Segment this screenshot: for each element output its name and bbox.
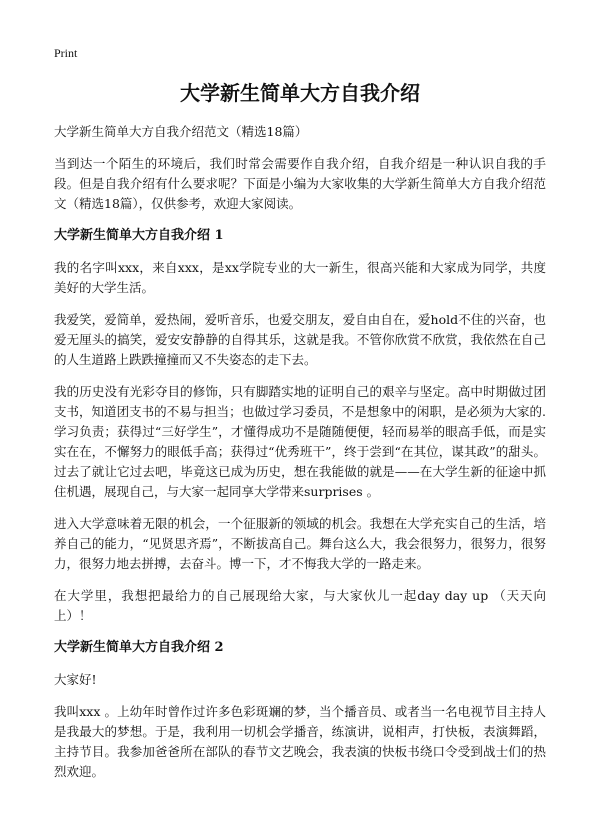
document-title: 大学新生简单大方自我介绍 bbox=[180, 81, 420, 105]
section-heading-2: 大学新生简单大方自我介绍 2 bbox=[54, 640, 224, 655]
section-1-paragraph-1: 我的名字叫xxx，来自xxx，是xx学院专业的大一新生，很高兴能和大家成为同学，共度美好的大学生活。 bbox=[54, 260, 546, 295]
intro-paragraph: 当到达一个陌生的环境后，我们时常会需要作自我介绍，自我介绍是一种认识自我的手段。但是自我介绍有什么要求呢？下面是小编为大家收集的大学新生简单大方自我介绍范文（精选18篇），仅供参考，欢迎大家阅读。 bbox=[54, 156, 546, 211]
section-heading-1: 大学新生简单大方自我介绍 1 bbox=[54, 228, 224, 243]
document-subtitle: 大学新生简单大方自我介绍范文（精选18篇） bbox=[54, 124, 308, 139]
print-label: Print bbox=[54, 46, 78, 60]
section-1-paragraph-5: 在大学里，我想把最给力的自己展现给大家，与大家伙儿一起day day up （天天向上）！ bbox=[54, 588, 546, 623]
section-1-paragraph-2: 我爱笑，爱简单，爱热闹，爱听音乐，也爱交朋友，爱自由自在，爱hold不住的兴奋，也爱无厘头的搞笑，爱安安静静的自得其乐，这就是我。不管你欣赏不欣赏，我依然在自己的人生道路上跌跌撞撞而又不失姿态的走下去。 bbox=[54, 312, 546, 367]
section-1-paragraph-3: 我的历史没有光彩夺目的修饰，只有脚踏实地的证明自己的艰辛与坚定。高中时期做过团支书，知道团支书的不易与担当；也做过学习委员，不是想象中的闲职，是必须为大家的.学习负责；获得过“三好学生”，才懂得成功不是随随便便，轻而易举的眼高手低，而是实实在在，不懈努力的眼低手高；获得过“优秀班干”，终于尝到“在其位，谋其政”的甜头。过去了就让它过去吧，毕竟这已成为历史，想在我能做的就是——在大学生新的征途中抓住机遇，展现自己，与大家一起同享大学带来surprises 。 bbox=[54, 384, 546, 499]
section-2-paragraph-1: 大家好! bbox=[54, 672, 97, 687]
section-1-paragraph-4: 进入大学意味着无限的机会，一个征服新的领域的机会。我想在大学充实自己的生活，培养自己的能力，“见贤思齐焉”，不断拔高自己。舞台这么大，我会很努力，很努力，很努力，很努力地去拼搏，去奋斗。博一下，才不悔我大学的一路走来。 bbox=[54, 516, 546, 571]
section-2-paragraph-2: 我叫xxx 。上幼年时曾作过许多色彩斑斓的梦，当个播音员、或者当一名电视节目主持人是我最大的梦想。于是，我利用一切机会学播音，练演讲，说相声，打快板，表演舞蹈，主持节目。我参加爸爸所在部队的春节文艺晚会，我表演的快板书绕口令受到战士们的热烈欢迎。 bbox=[54, 704, 546, 779]
